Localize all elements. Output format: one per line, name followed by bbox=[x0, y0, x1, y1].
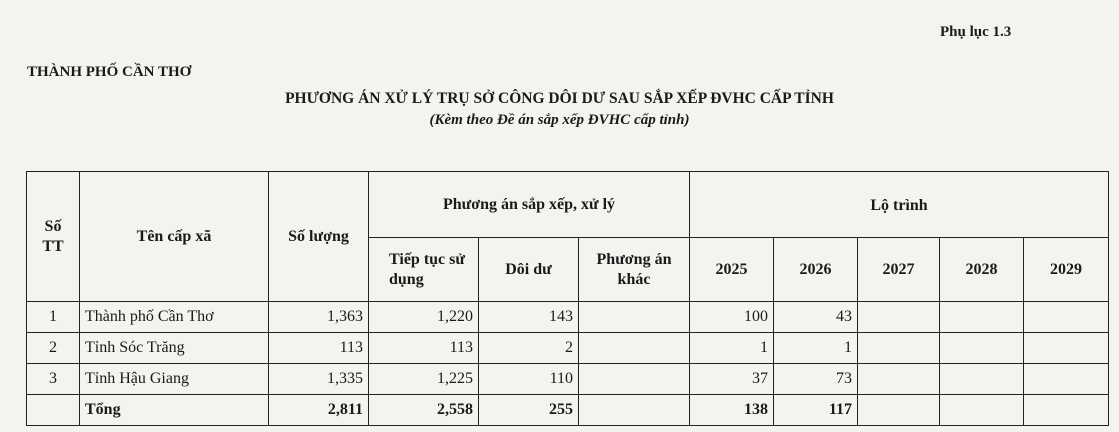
header-2026: 2026 bbox=[774, 238, 858, 302]
cell-continue: 1,225 bbox=[369, 364, 479, 395]
cell-name: Tỉnh Sóc Trăng bbox=[80, 333, 269, 364]
total-continue: 2,558 bbox=[369, 395, 479, 426]
cell-2028 bbox=[940, 302, 1024, 333]
header-2027: 2027 bbox=[858, 238, 940, 302]
cell-count: 1,363 bbox=[269, 302, 369, 333]
table-row bbox=[27, 302, 1109, 333]
header-plan-group: Phương án sắp xếp, xử lý bbox=[369, 172, 690, 238]
cell-2027 bbox=[858, 364, 940, 395]
header-stt: Số TT bbox=[27, 172, 80, 302]
total-count: 2,811 bbox=[269, 395, 369, 426]
data-table bbox=[26, 171, 1109, 426]
cell-2026: 43 bbox=[774, 302, 858, 333]
cell-other bbox=[579, 364, 690, 395]
organization-name: THÀNH PHỐ CẦN THƠ bbox=[27, 64, 192, 80]
header-2029: 2029 bbox=[1024, 238, 1109, 302]
cell-other bbox=[579, 333, 690, 364]
total-row bbox=[27, 395, 1109, 426]
header-other: Phương án khác bbox=[579, 238, 690, 302]
cell-2028 bbox=[940, 364, 1024, 395]
cell-2027 bbox=[858, 302, 940, 333]
total-2029 bbox=[1024, 395, 1109, 426]
cell-2028 bbox=[940, 333, 1024, 364]
cell-name: Thành phố Cần Thơ bbox=[80, 302, 269, 333]
header-name: Tên cấp xã bbox=[80, 172, 269, 302]
cell-stt bbox=[27, 395, 80, 426]
cell-2029 bbox=[1024, 333, 1109, 364]
document-title: PHƯƠNG ÁN XỬ LÝ TRỤ SỞ CÔNG DÔI DƯ SAU SẮP XẾP ĐVHC CẤP TỈNH bbox=[285, 90, 834, 107]
header-roadmap: Lộ trình bbox=[690, 172, 1109, 238]
total-2027 bbox=[858, 395, 940, 426]
cell-count: 1,335 bbox=[269, 364, 369, 395]
total-other bbox=[579, 395, 690, 426]
cell-other bbox=[579, 302, 690, 333]
table-row bbox=[27, 364, 1109, 395]
total-label: Tổng bbox=[80, 395, 269, 426]
cell-continue: 1,220 bbox=[369, 302, 479, 333]
cell-2026: 73 bbox=[774, 364, 858, 395]
cell-surplus: 2 bbox=[479, 333, 579, 364]
cell-2026: 1 bbox=[774, 333, 858, 364]
cell-stt: 1 bbox=[27, 302, 80, 333]
cell-name: Tỉnh Hậu Giang bbox=[80, 364, 269, 395]
total-2025: 138 bbox=[690, 395, 774, 426]
header-count: Số lượng bbox=[269, 172, 369, 302]
cell-continue: 113 bbox=[369, 333, 479, 364]
total-surplus: 255 bbox=[479, 395, 579, 426]
cell-surplus: 143 bbox=[479, 302, 579, 333]
header-row-1 bbox=[27, 172, 1109, 238]
header-2028: 2028 bbox=[940, 238, 1024, 302]
total-2026: 117 bbox=[774, 395, 858, 426]
cell-surplus: 110 bbox=[479, 364, 579, 395]
cell-2029 bbox=[1024, 302, 1109, 333]
cell-2025: 37 bbox=[690, 364, 774, 395]
header-continue: Tiếp tục sử dụng bbox=[369, 238, 479, 302]
header-2025: 2025 bbox=[690, 238, 774, 302]
cell-count: 113 bbox=[269, 333, 369, 364]
cell-2025: 100 bbox=[690, 302, 774, 333]
cell-2027 bbox=[858, 333, 940, 364]
appendix-label: Phụ lục 1.3 bbox=[940, 24, 1012, 40]
total-2028 bbox=[940, 395, 1024, 426]
cell-stt: 3 bbox=[27, 364, 80, 395]
document-subtitle: (Kèm theo Đề án sắp xếp ĐVHC cấp tỉnh) bbox=[429, 112, 690, 128]
cell-2029 bbox=[1024, 364, 1109, 395]
header-surplus: Dôi dư bbox=[479, 238, 579, 302]
cell-stt: 2 bbox=[27, 333, 80, 364]
table-row bbox=[27, 333, 1109, 364]
cell-2025: 1 bbox=[690, 333, 774, 364]
